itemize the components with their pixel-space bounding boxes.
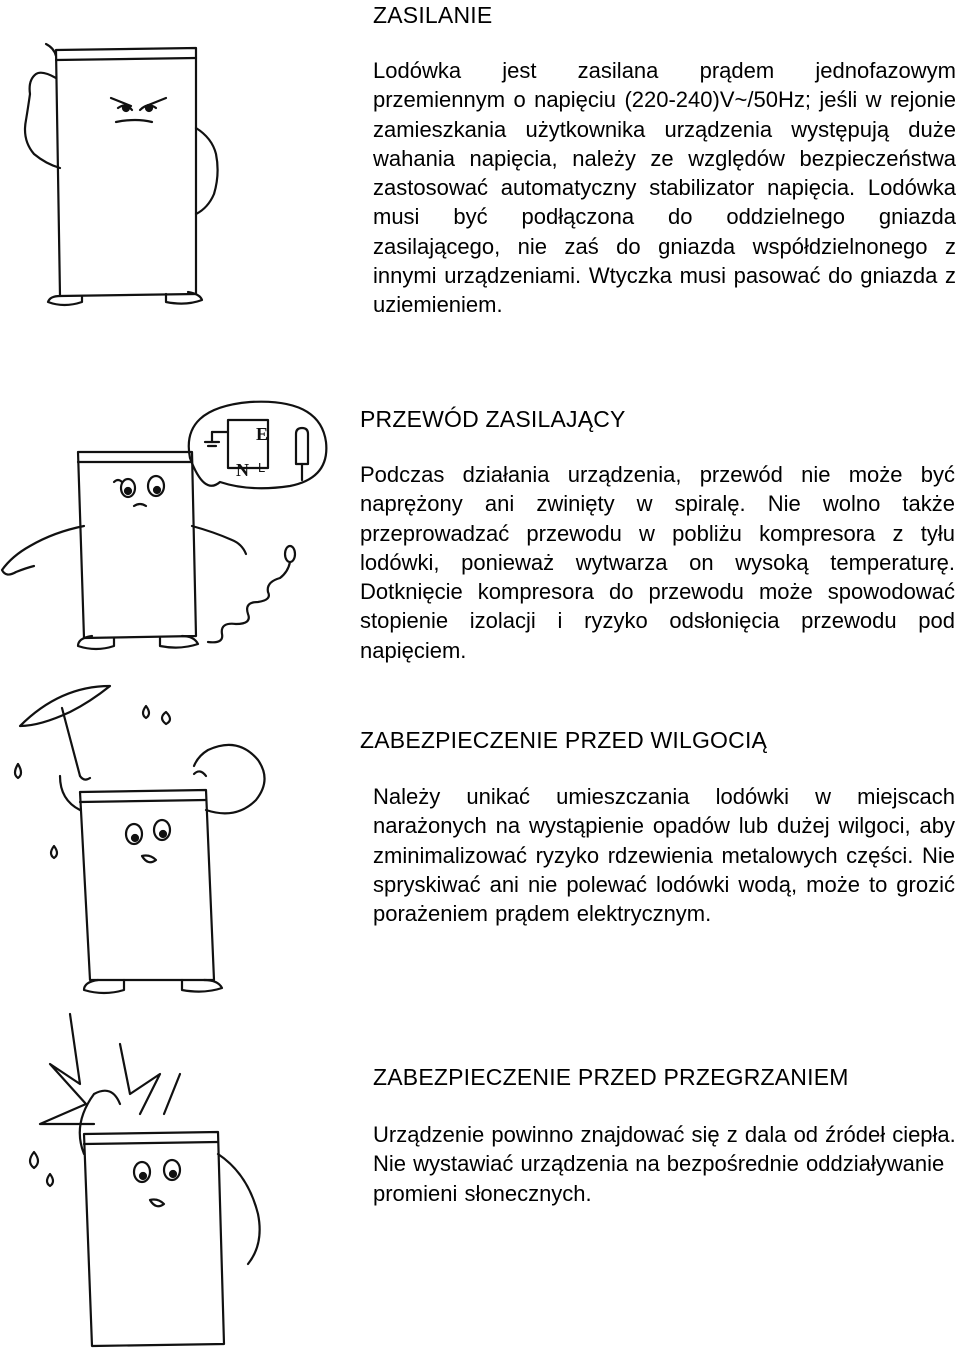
section-heading: PRZEWÓD ZASILAJĄCY	[360, 406, 626, 432]
hot-fridge-illustration	[10, 1004, 310, 1353]
section-body: Lodówka jest zasilana prądem jednofazowym przemiennym o napięciu (220-240)V~/50Hz; jeśli w rejonie zamieszkania użytkownika urządzenia występują duże wahania napięcia, należy ze względów bezpieczeństwa zastosować automatyczny stabilizator napięcia. Lodówka musi być podłączona do oddzielnego gniazda zasilającego, nie zaś do gniazda współdzielnonego z innymi urządzeniami. Wtyczka musi pasować do gniazda z uziemieniem.	[373, 58, 956, 318]
fridge-cord-illustration	[0, 396, 340, 676]
section-heading: ZASILANIE	[373, 2, 493, 28]
socket-live-label: L	[258, 460, 266, 475]
section-power-supply	[373, 0, 956, 320]
section-body: Urządzenie powinno znajdować się z dala od źródeł ciepła. Nie wystawiać urządzenia na bezpośrednie oddziaływanie promieni słonecznych.	[373, 1122, 956, 1206]
section-heading: ZABEZPIECZENIE PRZED PRZEGRZANIEM	[373, 1064, 849, 1090]
section-body: Podczas działania urządzenia, przewód nie może być naprężony ani zwinięty w spiralę. Nie wolno także przeprowadzać przewodu w pobliżu kompresora z tyłu lodówki, ponieważ wytwarza on wysoką temperaturę. Dotknięcie kompresora do przewodu może spowodować stopienie izolacji i ryzyko odsłonięcia przewodu pod napięciem.	[360, 462, 955, 663]
angry-fridge-illustration	[16, 38, 226, 308]
section-moisture-protection	[360, 725, 955, 928]
section-body: Należy unikać umieszczania lodówki w miejscach narażonych na wystąpienie opadów lub dużej wilgoci, aby zminimalizować ryzyko rdzewienia metalowych części. Nie spryskiwać ani nie polewać lodówki wodą, może to grozić porażeniem prądem elektrycznym.	[373, 784, 955, 927]
socket-earth-label: E	[256, 424, 269, 444]
socket-neutral-label: N	[236, 460, 249, 480]
section-heading: ZABEZPIECZENIE PRZED WILGOCIĄ	[360, 727, 768, 753]
section-power-cord	[360, 404, 955, 665]
section-overheat-protection	[373, 1062, 956, 1208]
rain-fridge-illustration	[6, 680, 306, 1010]
